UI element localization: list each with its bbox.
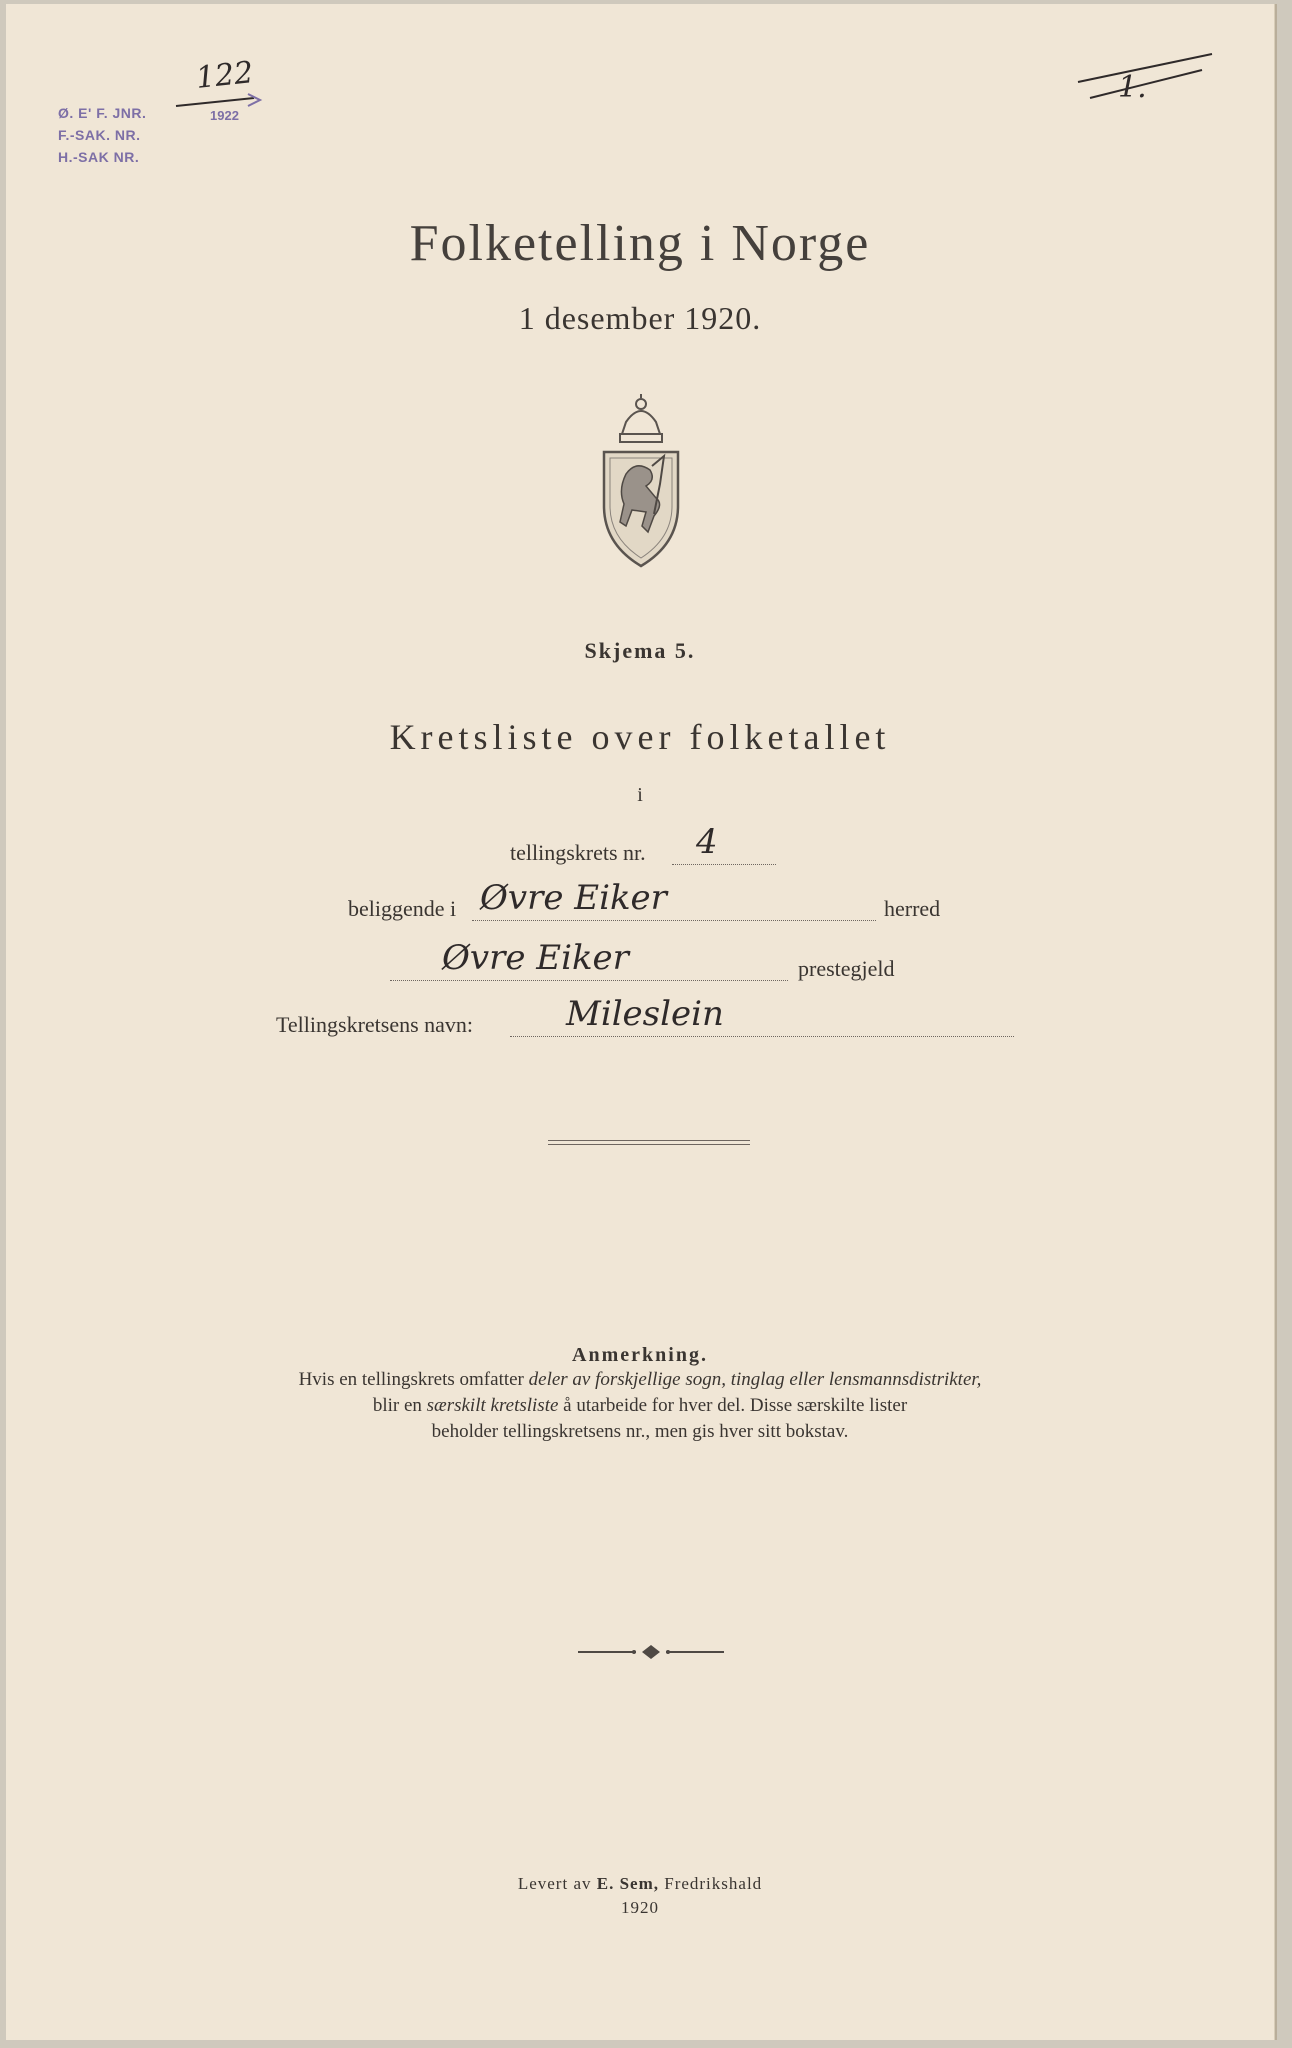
subtitle-connector: i xyxy=(637,784,643,806)
note-line-1 xyxy=(6,1368,1274,1391)
stamp-line-jnr: Ø. E' F. JNR. xyxy=(58,105,147,121)
herred-label: herred xyxy=(884,896,941,921)
prestegjeld-line xyxy=(390,980,788,981)
note-line-3: beholder tellingskretsens nr., men gis hver sitt bokstav. xyxy=(431,1421,849,1442)
note-text: Hvis en tellingskrets omfatter xyxy=(298,1369,529,1390)
form-subtitle: Kretsliste over folketallet xyxy=(389,717,891,757)
schema-label: Skjema 5. xyxy=(584,638,696,663)
printer-name: E. Sem, xyxy=(596,1874,659,1893)
page-mark: 1. xyxy=(1118,70,1147,105)
printer-location: Fredrikshald xyxy=(658,1874,763,1893)
divider-rule xyxy=(548,1140,750,1141)
herred-value: Øvre Eiker xyxy=(480,878,667,918)
krets-number-label: tellingskrets nr. xyxy=(510,840,646,865)
herred-line xyxy=(472,920,876,921)
document-title: Folketelling i Norge xyxy=(409,215,871,272)
archive-stamp xyxy=(58,102,146,168)
stamp-line-fsak: F.-SAK. NR. xyxy=(58,127,141,143)
handwritten-archive-number: 122 xyxy=(194,55,255,96)
beliggende-label: beliggende i xyxy=(348,896,457,921)
printer-year: 1920 xyxy=(621,1898,659,1917)
krets-number-line xyxy=(672,864,776,865)
ornament-divider-icon xyxy=(576,1642,726,1662)
stamp-underline-icon xyxy=(174,92,270,112)
note-text: blir en xyxy=(372,1395,427,1416)
document-date: 1 desember 1920. xyxy=(518,300,762,336)
stamp-date: 1922 xyxy=(210,108,239,123)
krets-name-value: Mileslein xyxy=(566,994,724,1034)
krets-number-value: 4 xyxy=(696,822,718,862)
printer-credit xyxy=(6,1874,1274,1894)
printer-prefix: Levert av xyxy=(517,1874,597,1893)
census-form-page xyxy=(6,4,1277,2040)
note-emphasis: deler av forskjellige sogn, tinglag eller lensmannsdistrikter, xyxy=(528,1369,982,1390)
note-title: Anmerkning. xyxy=(572,1344,708,1366)
prestegjeld-label: prestegjeld xyxy=(798,956,895,981)
note-emphasis: særskilt kretsliste xyxy=(426,1395,559,1416)
note-text: å utarbeide for hver del. Disse særskilte lister xyxy=(558,1395,908,1416)
coat-of-arms-icon xyxy=(596,394,686,570)
prestegjeld-value: Øvre Eiker xyxy=(442,938,629,978)
krets-name-line xyxy=(510,1036,1014,1037)
krets-name-label: Tellingskretsens navn: xyxy=(276,1012,474,1037)
stamp-line-hsak: H.-SAK NR. xyxy=(58,149,140,165)
divider-rule xyxy=(548,1144,750,1145)
note-line-2 xyxy=(6,1394,1274,1417)
